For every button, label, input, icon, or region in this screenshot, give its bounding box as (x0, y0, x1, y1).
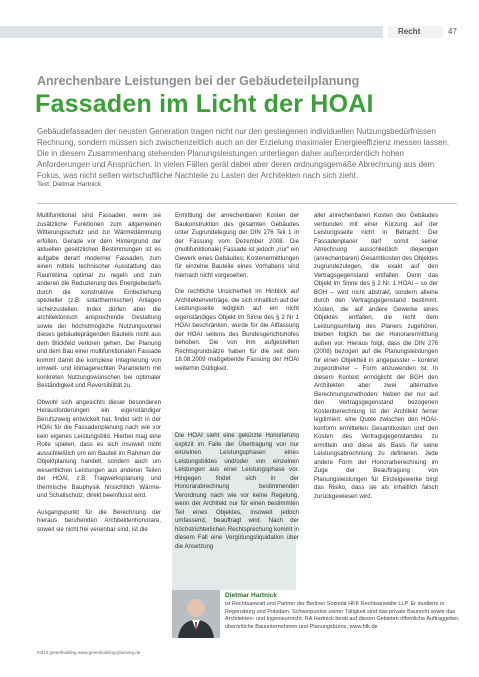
bio-text: ist Rechtsanwalt und Partner der Berliner Sozietät HFK Rechtsanwälte LLP. Er studierte in Regensburg und Potsdam. Schwerpunkte seiner Tätigkeit sind das private Baurecht sowie das Architekten- und Ingenieurrecht. RA Hartnick berät auf diesen Gebieten öffentliche Auftraggeber, überörtliche Bauunternehmen und Planungsbüros. www.hfk.de (225, 601, 460, 630)
page-number: 47 (448, 27, 457, 36)
paragraph: Ermittlung der anrechenbaren Kosten der Baukonstruktion des gesamten Gebäudes unter Zugrundelegung der DIN 276 Teil 1 in der Fassung vom Dezember 2008. Die (multifunktionale) Fassade ist jedoch „nur“ ein Gewerk eines Gebäudes; Kostenermittlungen für einzelne Bauteile eines Vorhabens sind hiernach nicht vorgesehen. (175, 212, 299, 279)
paragraph: aller anrechenbaren Kosten des Gebäudes verbunden mit einer Kürzung auf der Leistungsseite nicht in Betracht. Der Fassadenplaner darf somit seiner Abrechnung ausschließlich diejenigen (anrechenbaren) Gesamtkosten des Objektes zugrundezulegen, die exakt auf den Vertragsgegenstand entfallen. Denn das Objekt im Sinne des § 2 Nr. 1 HOAI – so der BGH – wird nicht abstrakt, sondern alleine durch den Vertragsgegenstand bestimmt. Kosten, die auf andere Gewerke eines Objektes entfallen, die nicht dem Leistungsumfang des Planers zugehören, bleiben folglich bei der Honorarermittlung außen vor. Hieraus folgt, dass die DIN 276 (2008) bezogen auf die Planungsleistungen für einen Objektteil in angepasster – konkret zugeordneter – Form anzuwenden ist. In diesem Kontext ermöglicht der BGH den Architekten aber zwei alternative Berechnungsmethoden: Neben der nur auf den Vertragsgegenstand bezogenen Kostenberechnung ist der Architekt ferner legitimiert, eine Quote zwischen den HOAI-konform ermittelten Gesamtkosten und den Kosten des Vertragsgegenstandes zu ermitteln und diese als Basis für seine Leistungsabrechnung zu definieren. Jede andere Form der Honorarberechnung im Zuge der Beauftragung von Planungsleistungen für Einzelgewerke birgt das Risiko, dass sie als inhaltlich falsch zurückgewiesen wird. (314, 212, 438, 500)
highlight-text: Die HOAI sieht eine gekürzte Honorierung explizit im Falle der Übertragung von nur einzelnen Leistungsphasen eines Leistungsbildes und/oder von einzelnen Leistungen aus einer Leistungsphase vor. Hingegen findet sich in der Honorarabrechnung bestimmenden Verordnung nach wie vor keine Regelung, wenn der Architekt nur für einen bestimmten Teil eines Objektes, insoweit jedoch umfassend, beauftragt wird. Nach der höchstrichterlichen Rechtsprechung kommt in diesem Fall eine Vergütungsliquidation über die Ansetzung (175, 432, 299, 550)
page-header (0, 0, 479, 74)
article-kicker: Anrechenbare Leistungen bei der Gebäudeteilplanung (37, 74, 360, 88)
bio-name: Dietmar Hartnick (225, 592, 278, 599)
text-column-3 (314, 212, 438, 589)
paragraph: Obwohl sich angesichts dieser besonderen Herausforderungen ein eigenständiger Berufszweig entwickelt hat, findet sich in der HOAI für die Fassadenplanung nach wie vor kein eigenes Leistungsbild. Hierbei mag eine Rolle spielen, dass es sich insoweit nicht ausschließlich um ein Bauteil im Rahmen der Objektplanung handelt, sondern auch um wesentlichen Leistungen aus anderen Teilen der HOAI, z.B. Tragwerksplanung und thermische Bauphysik hinsichtlich Wärme- und Schallschutz, direkt beeinflusst wird. (37, 398, 161, 499)
divider (37, 203, 457, 204)
paragraph: Multifunktional sind Fassaden, wenn sie zusätzliche Funktionen zum allgemeinen Witterungsschutz und zur Wärmedämmung erfüllen. Gerade vor dem Hintergrund der aktuellen gesetzlichen Bestimmungen ist es aufgabe derart moderner Fassaden, zum einen mittels technischer Ausstattung das Raumklima optimal zu regeln und zum anderen die Reduzierung des Energiebedarfs durch die konstruktive Einbeziehung spezieller (z.B. solarthermischer) Anlagen sicherzustellen. Index dürfen aber die architektonisch ansprechende Gestaltung sowie der höchstmögliche Nutzungsvorteil dieses gebäudeprägenden Bauteils nicht aus dem Blickfeld verloren gehen. Der Planung und dem Bau einer multifunktionalen Fassade kommt damit die komplexe Integrierung von umwelt- und klimagerechten Parametern mit konkreten Nutzungswünschen bei optimaler Beständigkeit und Reversibilität zu. (37, 212, 161, 389)
header-bar (0, 26, 383, 38)
author-photo (172, 590, 220, 638)
paragraph: Ausgangspunkt für die Berechnung der hieraus beruhenden Architektenhonorare, soweit sie nicht frei vereinbar sind, ist die (37, 508, 161, 533)
article-lead: Gebäudefassaden der neusten Generation tragen nicht nur den gestiegenen individuellen Nutzungsbedürfnissen Rechnung, sondern müssen sich zwischenzeitlich auch an der Erzielung maximaler Energieeffizienz messen lassen. Die in diesem Zusammenhang stehenden Planungsleistungen unterliegen daher außerordentlich hohen Anforderungen und Ansprüchen. In vielen Fällen gerät dabei aber deren ordnungsgemäße Abrechnung aus dem Fokus, was nicht selten wirtschaftliche Nachteile zu Lasten der Architekten nach sich zieht. (37, 127, 450, 180)
text-column-1 (37, 212, 161, 542)
paragraph: Die rechtliche Unsicherheit im Hinblick auf Architektenverträge, die sich inhaltlich auf der Leistungsseite lediglich auf ein nicht eigenständiges Objekt im Sinne des § 2 Nr 1 HOAI beschränken, wurde für die Altfassung der HOAI seitens des Bundesgerichtshofes behoben. Die von ihm aufgestellten Rechtsgrundsätze haben für die seit dem 18.08.2009 maßgebende Fassung der HOAI weiterhin Gültigkeit. (175, 288, 299, 372)
page-footer: 04|12 greenbuilding www.greenbuilding-planning.de (37, 650, 141, 655)
author-credit: Text: Dietmar Hartnick (37, 181, 101, 188)
section-label: Recht (398, 27, 421, 36)
portrait-image (172, 590, 220, 638)
author-bio (172, 590, 472, 638)
article-headline: Fassaden im Licht der HOAI (35, 90, 374, 118)
text-column-2 (175, 212, 299, 550)
